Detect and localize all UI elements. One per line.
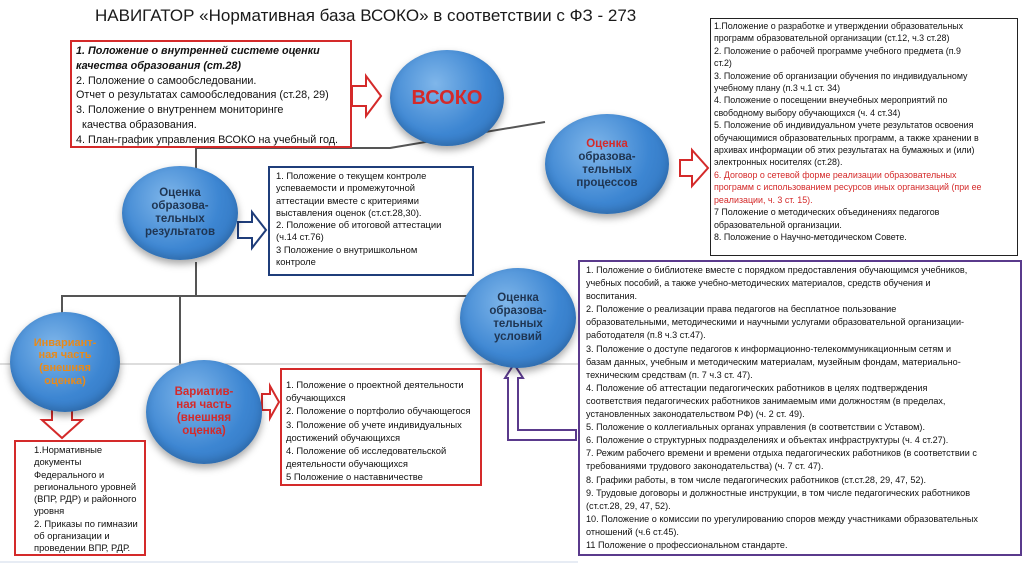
list-item: архивах информации об этих результатах на бумажных и (или) [714, 145, 975, 156]
list-item: обучающимися образовательных программ, а также хранении в [714, 132, 979, 143]
processes-circle[interactable] [545, 114, 669, 214]
list-item: реализации, ч. 3 ст. 15). [714, 194, 813, 205]
variative-circle[interactable] [146, 360, 262, 464]
page-title: НАВИГАТОР «Нормативная база ВСОКО» в соответствии с ФЗ - 273 [95, 6, 637, 25]
list-item: программ с использованием ресурсов иных организаций (при ее [714, 182, 982, 193]
list-item: 10. Положение о комиссии по урегулированию споров между участниками образовательных [586, 513, 978, 524]
circle-label: Оценка [159, 186, 201, 199]
circle-label: Оценка [586, 137, 628, 150]
list-item: образовательной организации. [714, 219, 842, 230]
list-item: регионального уровней [34, 480, 137, 492]
list-item: 3 Положение о внутришкольном [276, 243, 418, 255]
list-item: 2. Положение о портфолио обучающегося [286, 405, 471, 417]
list-item: 1.Положение о разработке и утверждении образовательных [714, 21, 964, 31]
circle-label: Вариатив- [174, 385, 234, 398]
list-item: 3. Положение об учете индивидуальных [286, 418, 462, 430]
list-item: 3. Положение об организации обучения по индивидуальному [714, 70, 968, 81]
results-documents-box [268, 166, 474, 276]
invariant-documents-box [14, 440, 146, 556]
circle-label: (внешняя [39, 362, 91, 374]
arrow-icon [238, 212, 266, 248]
list-item: 3. Положение о доступе педагогов к информационно-телекоммуникационным сетям и [586, 343, 952, 354]
circle-label: Инвариант- [33, 336, 97, 349]
list-item: Отчет о результатах самообследования (ст.28, 29) [76, 89, 329, 102]
list-item: 7 Положение о методических объединениях педагогов [714, 207, 940, 218]
arrow-icon [262, 386, 279, 418]
circle-label: тельных [493, 318, 543, 330]
list-item: отношений (ч.6 ст.45). [586, 526, 679, 537]
circle-label: (внешняя [176, 412, 232, 424]
list-item: 2. Положение о рабочей программе учебного предмета (п.9 [714, 45, 961, 56]
list-item: выставления оценок (ст.ст.28,30). [276, 206, 422, 218]
list-item: 6. Договор о сетевой форме реализации образовательных [714, 169, 957, 180]
list-item: свободному выбору обучающихся (ч. 4 ст.34) [714, 107, 901, 118]
list-item: 4. План-график управления ВСОКО на учебный год. [76, 133, 339, 146]
circle-label: Оценка [497, 291, 539, 304]
list-item: программ образовательной организации (ст.12, ч.3 ст.28) [714, 33, 950, 44]
list-item: уровня [34, 505, 65, 517]
list-item: образовательными, методическими и научными услугами образовательной организации- [586, 317, 965, 328]
list-item: установленных законодательством РФ) (ч. 2 ст. 49). [586, 409, 805, 420]
list-item: 5. Положение о коллегиальных органах управления (в соответствии с Уставом). [586, 422, 925, 433]
list-item: 1. Положение о внутренней системе оценки [76, 45, 320, 57]
list-item: 1.Нормативные [34, 444, 103, 455]
list-item: 6. Положение о структурных подразделениях и объектах инфраструктуры (ч. 4 ст.27). [586, 435, 949, 446]
list-item: 1. Положение о проектной деятельности [286, 379, 464, 390]
circle-label: результатов [144, 226, 216, 239]
circle-label: тельных [155, 213, 205, 225]
list-item: воспитания. [586, 291, 638, 302]
list-item: (ч.14 ст.76) [276, 231, 324, 243]
conditions-documents-box [578, 260, 1022, 556]
list-item: аттестации вместе с критериями [276, 194, 419, 206]
list-item: учебному плану (п.3 ч.1 ст. 34) [714, 83, 841, 94]
list-item: качества образования. [82, 118, 197, 131]
list-item: документы [34, 456, 82, 468]
list-item: 2. Положение о реализации права педагогов на бесплатное пользование [586, 304, 897, 315]
list-item: соответствия педагогических работников занимаемым ими должностям (в пределах, [586, 395, 946, 406]
list-item: 2. Приказы по гимназии [34, 517, 138, 529]
list-item: техническим средствам (п. 7 ч.3 ст. 47). [586, 369, 753, 380]
list-item: 5 Положение о наставничестве [286, 471, 423, 483]
list-item: 4. Положение о посещении внеучебных мероприятий по [714, 95, 948, 106]
list-item: 8. Положение о Научно-методическом Совете. [714, 231, 907, 242]
vsoko-circle[interactable] [390, 50, 504, 146]
circle-label: оценка) [44, 374, 86, 387]
list-item: успеваемости и промежуточной [276, 182, 416, 194]
list-item: качества образования (ст.28) [76, 59, 241, 72]
list-item: 5. Положение об индивидуальном учете результатов освоения [714, 120, 974, 131]
list-item: ст.2) [714, 58, 732, 69]
arrow-icon [505, 364, 576, 440]
list-item: 1. Положение о библиотеке вместе с порядком предоставления обучающимся учебников, [586, 265, 968, 275]
circle-label: процессов [576, 177, 638, 190]
circle-label: ная часть [176, 398, 232, 411]
list-item: учебных пособий, а также учебно-методических материалов, средств обучения и [586, 278, 931, 289]
circle-label: оценка) [182, 425, 226, 438]
list-item: Федерального и [34, 468, 105, 480]
list-item: 7. Режим рабочего времени и времени отдыха педагогических работников (в соответствии с [586, 448, 977, 459]
circle-label: образова- [578, 150, 636, 163]
circle-label: тельных [582, 164, 632, 176]
invariant-circle[interactable] [10, 312, 120, 412]
results-circle[interactable] [122, 166, 238, 260]
list-item: обучающихся [286, 392, 346, 404]
list-item: базам данных, учебным и методическим материалам, музейным фондам, материально- [586, 356, 961, 367]
list-item: 8. Графики работы, в том числе педагогических работников (ст.ст.28, 29, 47, 52). [586, 474, 927, 485]
circle-label: условий [494, 331, 542, 344]
list-item: 2. Положение о самообследовании. [76, 74, 257, 87]
list-item: электронных носителях (ст.28). [714, 157, 843, 168]
arrow-icon [680, 150, 708, 186]
list-item: 9. Трудовые договоры и должностные инструкции, в том числе педагогических работников [586, 487, 971, 498]
list-item: достижений обучающихся [286, 431, 401, 443]
variative-documents-box [280, 368, 482, 486]
list-item: 3. Положение о внутреннем мониторинге [76, 104, 284, 117]
arrow-icon [352, 76, 381, 116]
circle-label: ная часть [38, 349, 92, 362]
circle-label: образова- [151, 199, 209, 212]
list-item: контроле [276, 256, 316, 268]
list-item: 1. Положение о текущем контроле [276, 170, 427, 181]
vsoko-label: ВСОКО [411, 86, 483, 109]
list-item: 2. Положение об итоговой аттестации [276, 219, 442, 231]
list-item: 4. Положение об аттестации педагогических работников в целях подтверждения [586, 382, 928, 393]
list-item: 4. Положение об исследовательской [286, 445, 447, 457]
list-item: требованиями трудового законодательства) (ч. 7 ст. 47). [586, 461, 824, 472]
vsoko-documents-box [70, 40, 352, 148]
list-item: об организации и [34, 530, 110, 542]
list-item: (ст.ст.28, 29, 47, 52). [586, 500, 671, 511]
list-item: работодателя (п.8 ч.3 ст.47). [586, 330, 706, 341]
list-item: (ВПР, РДР) и районного [34, 493, 137, 505]
list-item: проведении ВПР, РДР. [34, 542, 131, 554]
circle-label: образова- [489, 304, 547, 317]
list-item: деятельности обучающихся [286, 458, 408, 470]
list-item: 11 Положение о профессиональном стандарте. [586, 539, 788, 550]
conditions-circle[interactable] [460, 268, 576, 368]
processes-documents-box [710, 18, 1018, 256]
